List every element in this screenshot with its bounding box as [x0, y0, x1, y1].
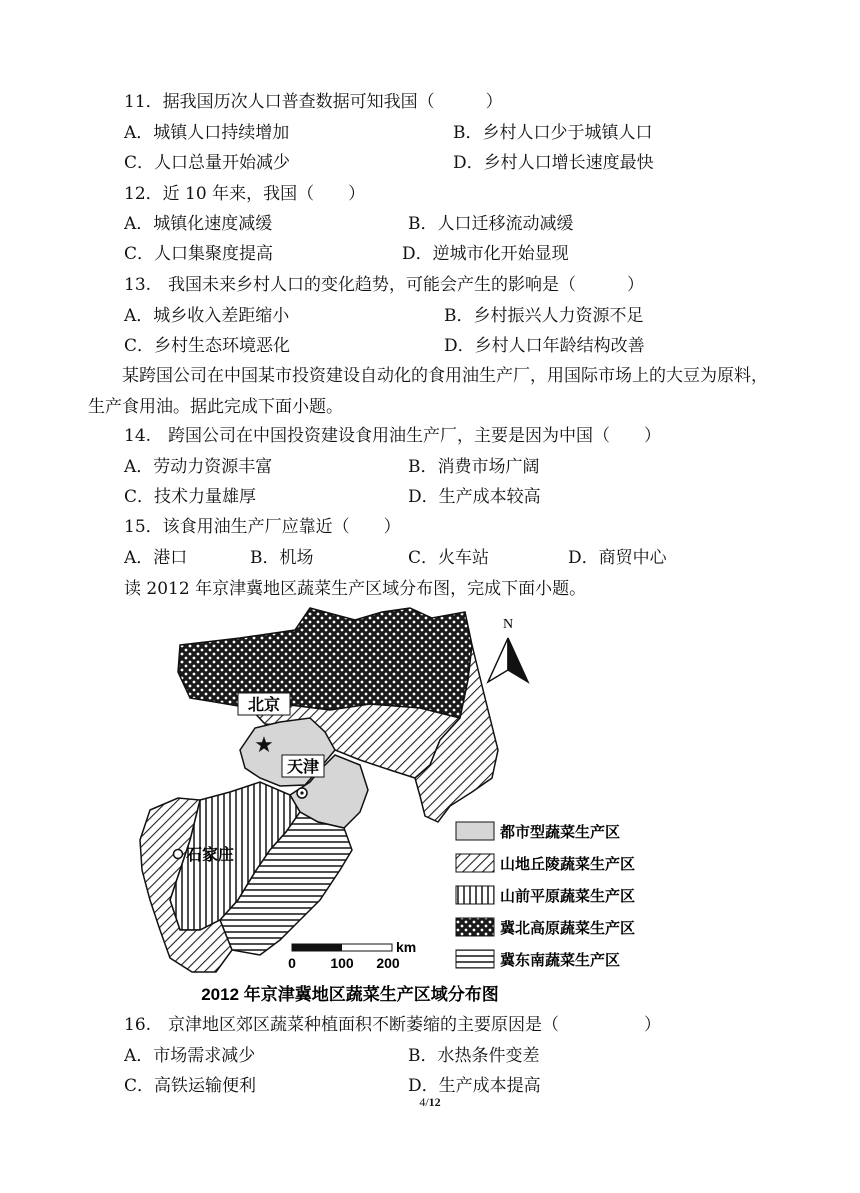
q15-option-c: C．火车站 [408, 548, 490, 568]
q13-option-b: B．乡村振兴人力资源不足 [444, 306, 644, 326]
q16-option-b: B．水热条件变差 [408, 1046, 540, 1066]
map-legend [456, 822, 635, 969]
legend-mountain-hill: 山地丘陵蔬菜生产区 [500, 856, 636, 873]
q11-option-a: A．城镇人口持续增加 [124, 123, 290, 143]
q11-option-b: B．乡村人口少于城镇人口 [453, 123, 653, 143]
page-number [0, 1095, 860, 1110]
vegetable-region-map [120, 600, 665, 1010]
question-14-stem: 14. 跨国公司在中国投资建设食用油生产厂，主要是因为中国（ ） [124, 426, 662, 446]
north-arrow-icon [488, 617, 528, 682]
q13-option-d: D．乡村人口年龄结构改善 [444, 336, 645, 356]
q12-option-d: D．逆城市化开始显现 [402, 244, 569, 264]
q12-option-a: A．城镇化速度减缓 [124, 214, 273, 234]
legend-urban: 都市型蔬菜生产区 [500, 824, 621, 841]
q16-option-d: D．生产成本提高 [408, 1076, 541, 1096]
svg-text:100: 100 [330, 955, 354, 971]
city-label-beijing: 北京 [247, 697, 281, 714]
svg-text:km: km [396, 939, 417, 955]
region-jibei-plateau [178, 608, 472, 718]
question-15-stem: 15．该食用油生产厂应靠近（ ） [124, 517, 401, 537]
city-label-shijiazhuang: 石家庄 [186, 847, 235, 864]
q13-option-c: C．乡村生态环境恶化 [124, 336, 291, 356]
q16-option-a: A．市场需求减少 [124, 1046, 256, 1066]
star-icon: ★ [254, 733, 274, 758]
q12-option-b: B．人口迁移流动减缓 [408, 214, 574, 234]
page-current: 4 [419, 1095, 426, 1109]
q12-option-c: C．人口集聚度提高 [124, 244, 274, 264]
page-total: 12 [428, 1095, 441, 1109]
q15-option-d: D．商贸中心 [568, 548, 667, 568]
svg-text:200: 200 [376, 955, 400, 971]
q16-option-c: C．高铁运输便利 [124, 1076, 257, 1096]
q15-option-b: B．机场 [250, 548, 314, 568]
legend-piedmont-plain: 山前平原蔬菜生产区 [500, 888, 636, 905]
q11-option-d: D．乡村人口增长速度最快 [453, 153, 654, 173]
q14-option-a: A．劳动力资源丰富 [124, 457, 273, 477]
scale-bar [288, 939, 416, 971]
svg-text:N: N [502, 617, 514, 632]
legend-jibei-plateau: 冀北高原蔬菜生产区 [500, 920, 636, 937]
question-13-stem: 13. 我国未来乡村人口的变化趋势，可能会产生的影响是（ ） [124, 275, 645, 295]
intro-paragraph-oil: 某跨国公司在中国某市投资建设自动化的食用油生产厂，用国际市场上的大豆为原料，生产食用油。据此完成下面小题。 [88, 366, 768, 417]
intro-map-sentence: 读 2012 年京津冀地区蔬菜生产区域分布图，完成下面小题。 [124, 579, 587, 599]
q14-option-b: B．消费市场广阔 [408, 457, 540, 477]
page-separator: / [425, 1095, 429, 1109]
city-label-tianjin: 天津 [286, 759, 320, 776]
svg-text:0: 0 [288, 955, 296, 971]
q11-option-c: C．人口总量开始减少 [124, 153, 291, 173]
q14-option-d: D．生产成本较高 [408, 487, 541, 507]
question-12-stem: 12．近 10 年来，我国（ ） [124, 184, 366, 204]
q14-option-c: C．技术力量雄厚 [124, 487, 257, 507]
map-title: 2012 年京津冀地区蔬菜生产区域分布图 [201, 985, 499, 1004]
question-11-stem: 11．据我国历次人口普查数据可知我国（ ） [124, 92, 503, 112]
q13-option-a: A．城乡收入差距缩小 [124, 306, 290, 326]
city-dot-icon [174, 850, 183, 859]
legend-jidongnan: 冀东南蔬菜生产区 [500, 952, 621, 969]
q15-option-a: A．港口 [124, 548, 188, 568]
question-16-stem: 16. 京津地区郊区蔬菜种植面积不断萎缩的主要原因是（ ） [124, 1015, 662, 1035]
